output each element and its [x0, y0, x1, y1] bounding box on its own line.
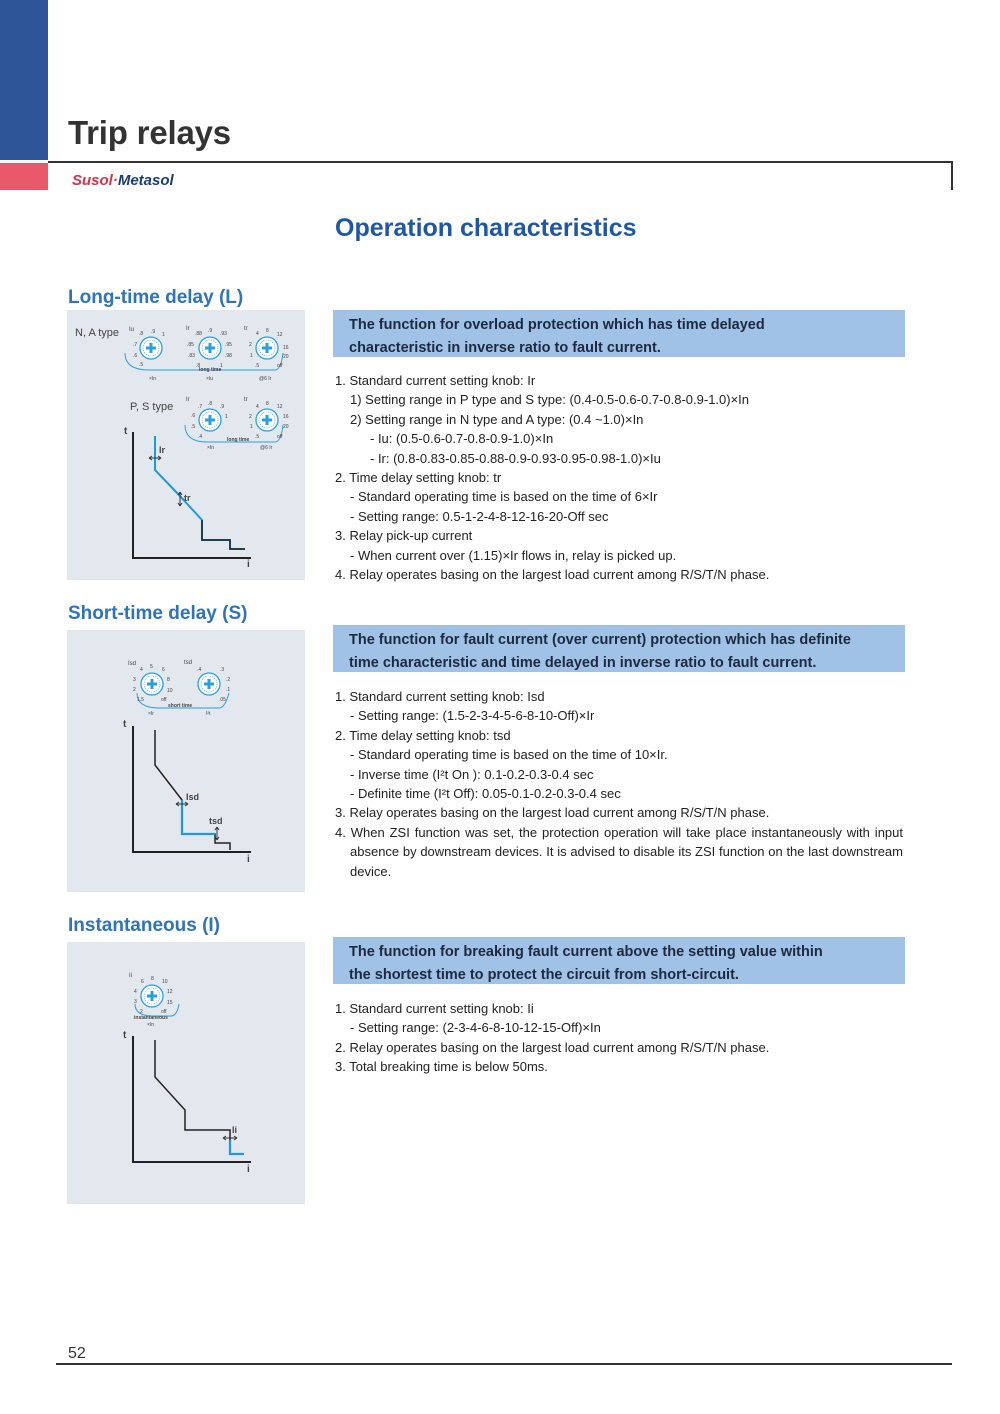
ii-scale-0: 6	[141, 979, 144, 985]
brand-metasol: Metasol	[117, 172, 174, 189]
long-box-line2: characteristic in inverse ratio to fault current.	[349, 340, 661, 356]
list-item: 3. Relay operates basing on the largest load current among R/S/T/N phase.	[335, 805, 770, 821]
tr-scale-5: 1	[250, 353, 253, 359]
ps-ir-knob-label: Ir	[186, 397, 190, 403]
curve-isd-label: Isd	[186, 792, 200, 802]
isd-scale-1: 5	[150, 664, 153, 670]
ps-tr-scale-2: 12	[277, 404, 283, 410]
ps-ir-scale-1: .8	[208, 401, 213, 407]
list-item: - Setting range: 0.5-1-2-4-8-12-16-20-Off sec	[350, 508, 609, 524]
instantaneous-box-text	[333, 937, 905, 987]
instantaneous-list	[335, 999, 903, 1077]
short-time-caption: short time	[168, 703, 193, 709]
ii-scale-4: 12	[167, 989, 173, 995]
long-axes	[133, 432, 251, 558]
list-item: 3. Total breaking time is below 50ms.	[335, 1059, 548, 1075]
ir-scale-6: .98	[225, 353, 232, 359]
list-item: - Setting range: (2-3-4-6-8-10-12-15-Off)×In	[350, 1020, 601, 1036]
list-item: 2. Relay operates basing on the largest load current among R/S/T/N phase.	[335, 1039, 770, 1055]
ps-ir-scale-2: .9	[220, 404, 225, 410]
tsd-knob-icon	[198, 673, 220, 695]
title-rule	[48, 161, 952, 163]
ir-scale-1: .9	[208, 328, 213, 334]
long-time-svg	[67, 310, 305, 580]
ps-ir-scale-5: .5	[191, 424, 196, 430]
list-item: - Standard operating time is based on the time of 10×Ir.	[350, 747, 668, 763]
ps-type-label: P, S type	[130, 401, 174, 413]
list-item: 1. Standard current setting knob: Isd	[335, 689, 545, 704]
ir-scale-3: .85	[187, 342, 194, 348]
inst-curve	[155, 1040, 230, 1140]
ir-scale-4: .95	[225, 342, 232, 348]
ir-knob-label: Ir	[186, 326, 190, 332]
short-time-title: Short-time delay (S)	[68, 603, 248, 624]
ps-tr-scale-8: off	[277, 434, 283, 440]
ps-tr-scale-6: 20	[283, 424, 289, 430]
long-time-box	[333, 310, 905, 357]
short-time-svg	[67, 630, 305, 892]
list-item: 2. Time delay setting knob: tsd	[335, 727, 511, 743]
isd-scale-8: off	[161, 697, 167, 703]
ir-scale-2: .93	[220, 331, 227, 337]
footer-rule	[56, 1363, 952, 1365]
ps-tr-scale-3: 2	[249, 414, 252, 420]
list-item: 3. Relay pick-up current	[335, 528, 473, 544]
inst-axes	[133, 1036, 251, 1162]
isd-scale-6: 10	[167, 688, 173, 694]
iu-scale-5: .5	[139, 362, 144, 368]
brand-logo	[72, 172, 174, 189]
ir-scale-0: .88	[195, 331, 202, 337]
list-item: - Iu: (0.5-0.6-0.7-0.8-0.9-1.0)×In	[370, 431, 554, 447]
ir-knob-icon	[199, 337, 221, 359]
page-number: 52	[68, 1345, 86, 1362]
tr-scale-2: 12	[277, 332, 283, 338]
ps-ir-scale-6: .4	[198, 434, 203, 440]
i2t-label: I²t	[206, 711, 211, 717]
ps-ir-scale-3: .6	[191, 413, 196, 419]
iu-scale-2: 1	[162, 332, 165, 338]
isd-knob-icon	[141, 673, 163, 695]
inst-curve-highlight	[230, 1140, 244, 1154]
isd-scale-5: 2	[133, 687, 136, 693]
ps-x-in-label: ×In	[207, 445, 215, 451]
tr-scale-1: 8	[266, 328, 269, 334]
t-axis-label: t	[123, 1030, 127, 1041]
tr-scale-7: .5	[255, 363, 260, 369]
tr-scale-4: 16	[283, 345, 289, 351]
tr-knob-label: tr	[244, 326, 248, 332]
ii-scale-7: 2	[140, 1009, 143, 1015]
list-item: 1) Setting range in P type and S type: (0.4-0.5-0.6-0.7-0.8-0.9-1.0)×In	[350, 392, 750, 408]
tr-scale-0: 4	[256, 331, 259, 337]
ii-scale-3: 4	[134, 989, 137, 995]
header-blue-tab	[0, 0, 48, 160]
x-iu-label: ×Iu	[206, 376, 214, 382]
ps-tr-knob-label: tr	[244, 397, 248, 403]
ii-scale-5: 3	[134, 999, 137, 1005]
list-item: 4. When ZSI function was set, the protection operation will take place instantaneously with input absence by downstream devices. It is advised to disable its ZSI function on the last downstream device.	[335, 824, 903, 879]
tsd-scale-0: .4	[197, 667, 202, 673]
short-box-line1: The function for fault current (over current) protection which has definite	[349, 632, 851, 648]
ii-scale-8: off	[161, 1009, 167, 1015]
ps-tr-scale-0: 4	[256, 404, 259, 410]
header-red-tab	[0, 163, 48, 190]
ps-ir-knob-icon	[199, 409, 221, 431]
long-time-box-text	[333, 310, 905, 360]
ii-scale-2: 10	[162, 979, 168, 985]
curve-ir-label: Ir	[159, 445, 166, 455]
ii-scale-6: 15	[167, 1000, 173, 1006]
long-time-caption: long time	[199, 367, 222, 373]
list-item: 1. Standard current setting knob: Ii	[335, 1001, 534, 1016]
ps-ir-scale-4: 1	[225, 414, 228, 420]
na-type-label: N, A type	[75, 327, 120, 339]
short-time-diagram	[67, 630, 305, 892]
tsd-scale-4: .05	[219, 697, 226, 703]
ps-tr-scale-4: 16	[283, 414, 289, 420]
i-axis-label: i	[247, 1164, 250, 1175]
list-item: 1. Standard current setting knob: Ir	[335, 373, 536, 388]
tr-scale-8: off	[277, 363, 283, 369]
short-time-box	[333, 625, 905, 672]
long-curve-tail	[202, 520, 245, 549]
at-6ir-label: @6 Ir	[259, 376, 272, 382]
tsd-scale-3: .1	[226, 687, 231, 693]
instantaneous-box	[333, 937, 905, 984]
t-axis-label: t	[124, 426, 128, 437]
ii-scale-1: 8	[151, 976, 154, 982]
brand-dot: ·	[112, 172, 118, 189]
iu-knob-icon	[140, 337, 162, 359]
iu-scale-4: .6	[133, 353, 138, 359]
isd-knob-label: Isd	[128, 661, 137, 667]
x-ir-label: ×Ir	[148, 711, 154, 717]
long-time-title: Long-time delay (L)	[68, 287, 244, 308]
page-title: Trip relays	[68, 114, 231, 151]
list-item: 2) Setting range in N type and A type: (0.4 ~1.0)×In	[350, 411, 644, 427]
list-item: 2. Time delay setting knob: tr	[335, 470, 502, 486]
section-title: Operation characteristics	[335, 214, 637, 242]
long-curve	[155, 436, 245, 549]
isd-scale-4: 8	[167, 677, 170, 683]
isd-scale-7: 1.5	[137, 697, 144, 703]
long-time-diagram	[67, 310, 305, 580]
inst-box-line2: the shortest time to protect the circuit from short-circuit.	[349, 967, 739, 983]
long-time-list	[335, 371, 903, 584]
iu-scale-0: .8	[139, 331, 144, 337]
ii-knob-label: Ii	[129, 973, 132, 979]
ps-tr-scale-7: .5	[255, 434, 260, 440]
short-time-list	[335, 687, 903, 881]
curve-tsd-label: tsd	[209, 816, 223, 826]
iu-knob-label: Iu	[129, 327, 135, 333]
ir-scale-5: .83	[188, 353, 195, 359]
tsd-knob-label: tsd	[184, 660, 193, 666]
iu-scale-3: .7	[133, 342, 138, 348]
tr-scale-6: 20	[283, 354, 289, 360]
short-curve	[155, 730, 230, 850]
list-item: - Ir: (0.8-0.83-0.85-0.88-0.9-0.93-0.95-0.98-1.0)×Iu	[370, 450, 661, 466]
tsd-scale-2: .2	[226, 677, 231, 683]
isd-scale-2: 6	[162, 667, 165, 673]
tr-knob-icon	[256, 337, 278, 359]
short-box-line2: time characteristic and time delayed in inverse ratio to fault current.	[349, 655, 817, 671]
ps-tr-scale-5: 1	[250, 424, 253, 430]
list-item: - Inverse time (I²t On ): 0.1-0.2-0.3-0.4 sec	[350, 766, 594, 782]
inst-x-in-label: ×In	[147, 1022, 155, 1028]
list-item: - Standard operating time is based on the time of 6×Ir	[350, 489, 658, 505]
ps-long-time-caption: long time	[227, 437, 250, 443]
curve-tr-label: tr	[184, 493, 191, 503]
title-rule-end	[951, 161, 953, 190]
instantaneous-svg	[67, 942, 305, 1204]
x-in-label: ×In	[149, 376, 157, 382]
i-axis-label: i	[247, 854, 250, 865]
instantaneous-title: Instantaneous (I)	[68, 915, 221, 936]
short-time-box-text	[333, 625, 905, 675]
list-item: - When current over (1.15)×Ir flows in, relay is picked up.	[350, 547, 677, 563]
ir-scale-7: .8	[196, 363, 201, 369]
t-axis-label: t	[123, 719, 127, 730]
list-item: - Setting range: (1.5-2-3-4-5-6-8-10-Off)×Ir	[350, 708, 595, 724]
ir-scale-8: 1	[220, 363, 223, 369]
long-box-line1: The function for overload protection which has time delayed	[349, 317, 765, 333]
ps-at-6ir-label: @6 Ir	[260, 445, 273, 451]
ii-knob-icon	[141, 985, 163, 1007]
i-axis-label: i	[247, 559, 250, 570]
ps-tr-knob-icon	[256, 409, 278, 431]
list-item: 4. Relay operates basing on the largest load current among R/S/T/N phase.	[335, 567, 770, 583]
curve-ii-label: Ii	[232, 1125, 238, 1135]
instantaneous-diagram	[67, 942, 305, 1204]
instantaneous-caption: instantaneous	[134, 1015, 168, 1021]
isd-scale-0: 4	[140, 667, 143, 673]
tsd-scale-1: .3	[220, 667, 225, 673]
ps-ir-scale-0: .7	[198, 404, 203, 410]
iu-scale-1: .9	[151, 329, 156, 335]
ps-tr-scale-1: 8	[266, 401, 269, 407]
list-item: - Definite time (I²t Off): 0.05-0.1-0.2-0.3-0.4 sec	[350, 786, 621, 802]
brand-susol: Susol	[72, 172, 113, 189]
tr-scale-3: 2	[249, 342, 252, 348]
inst-box-line1: The function for breaking fault current above the setting value within	[349, 944, 823, 960]
isd-scale-3: 3	[133, 677, 136, 683]
